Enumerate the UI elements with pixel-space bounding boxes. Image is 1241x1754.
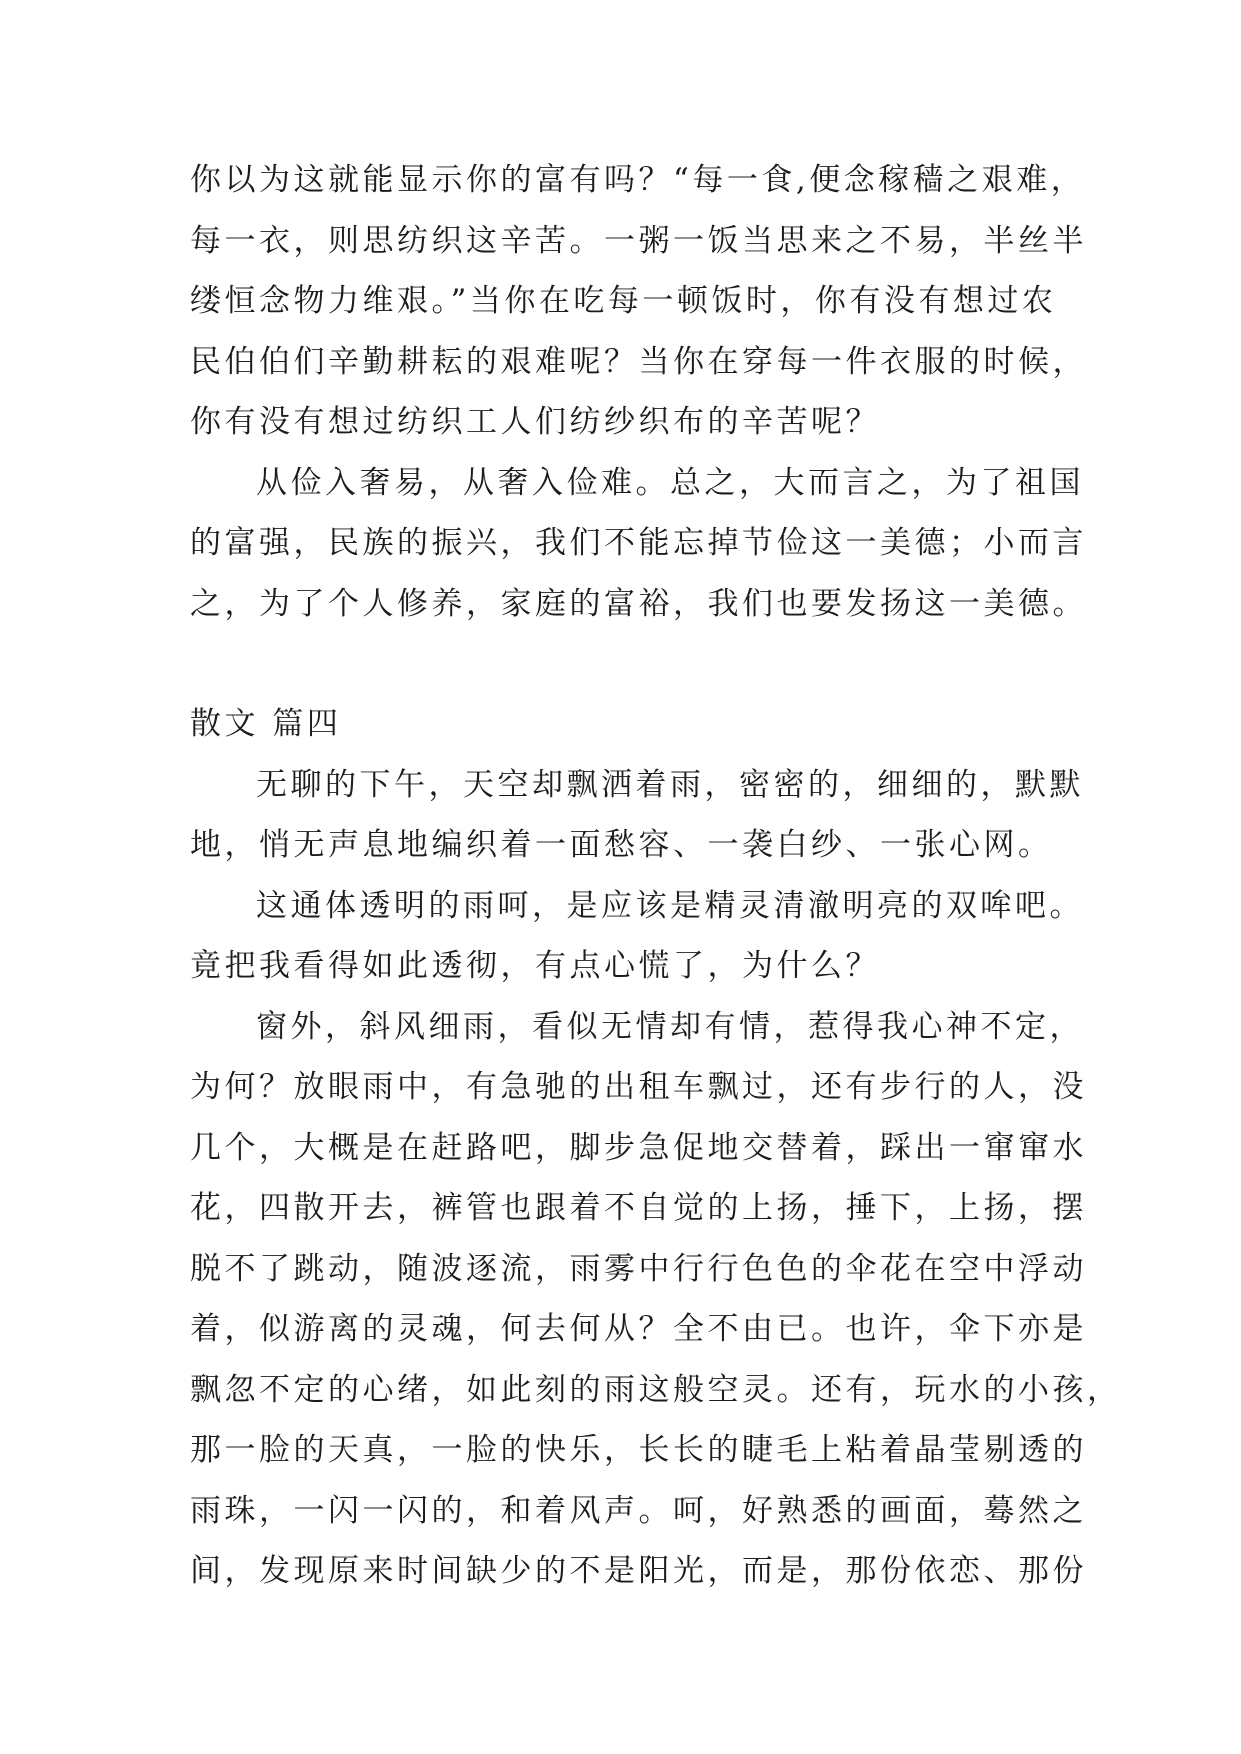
text-line: 窗外，斜风细雨，看似无情却有情，惹得我心神不定， xyxy=(256,1008,1084,1045)
paragraph-3 xyxy=(190,755,1090,876)
text-line: 的富强，民族的振兴，我们不能忘掉节俭这一美德；小而言 xyxy=(190,525,1087,561)
text-line: 民伯伯们辛勤耕耘的艰难呢？当你在穿每一件衣服的时候， xyxy=(190,343,1087,380)
text-line: 那一脸的天真，一脸的快乐，长长的睫毛上粘着晶莹剔透的 xyxy=(190,1432,1087,1468)
paragraph-1 xyxy=(190,150,1090,453)
text-line: 缕恒念物力维艰。”当你在吃每一顿饭时，你有没有想过农 xyxy=(190,283,1057,319)
section-heading: 散文 篇四 xyxy=(190,706,342,742)
text-line: 从俭入奢易，从奢入俭难。总之，大而言之，为了祖国 xyxy=(256,464,1084,501)
text-line: 这通体透明的雨呵，是应该是精灵清澈明亮的双哞吧。 xyxy=(256,887,1084,924)
text-line: 之，为了个人修养，家庭的富裕，我们也要发扬这一美德。 xyxy=(190,585,1087,622)
text-line: 飘忽不定的心绪，如此刻的雨这般空灵。还有，玩水的小孩， xyxy=(190,1371,1122,1408)
text-line: 脱不了跳动，随波逐流，雨雾中行行色色的伞花在空中浮动 xyxy=(190,1250,1087,1287)
paragraph-4 xyxy=(190,876,1090,997)
text-line: 每一衣，则思纺织这辛苦。一粥一饭当思来之不易，半丝半 xyxy=(190,222,1087,259)
text-line: 雨珠，一闪一闪的，和着风声。呵，好熟悉的画面，蓦然之 xyxy=(190,1492,1087,1529)
text-line: 间，发现原来时间缺少的不是阳光，而是，那份依恋、那份 xyxy=(190,1553,1087,1589)
text-line: 几个，大概是在赶路吧，脚步急促地交替着，踩出一窜窜水 xyxy=(190,1129,1087,1166)
paragraph-2 xyxy=(190,453,1090,635)
text-line: 你以为这就能显示你的富有吗？“每一食,便念稼穑之艰难， xyxy=(190,162,1086,198)
text-line: 着，似游离的灵魂，何去何从？全不由已。也许，伞下亦是 xyxy=(190,1311,1087,1347)
text-line: 地，悄无声息地编织着一面愁容、一袭白纱、一张心网。 xyxy=(190,827,1053,863)
text-line: 你有没有想过纺织工人们纺纱织布的辛苦呢？ xyxy=(190,404,880,440)
text-line: 为何？放眼雨中，有急驰的出租车飘过，还有步行的人，没 xyxy=(190,1069,1087,1105)
document-page xyxy=(190,150,1122,1602)
text-line: 竟把我看得如此透彻，有点心慌了，为什么？ xyxy=(190,948,880,984)
text-line: 花，四散开去，裤管也跟着不自觉的上扬，捶下，上扬，摆 xyxy=(190,1190,1087,1226)
paragraph-5 xyxy=(190,997,1122,1602)
text-line: 无聊的下午，天空却飘洒着雨，密密的，细细的，默默 xyxy=(256,766,1084,803)
section-spacer xyxy=(190,634,1090,694)
